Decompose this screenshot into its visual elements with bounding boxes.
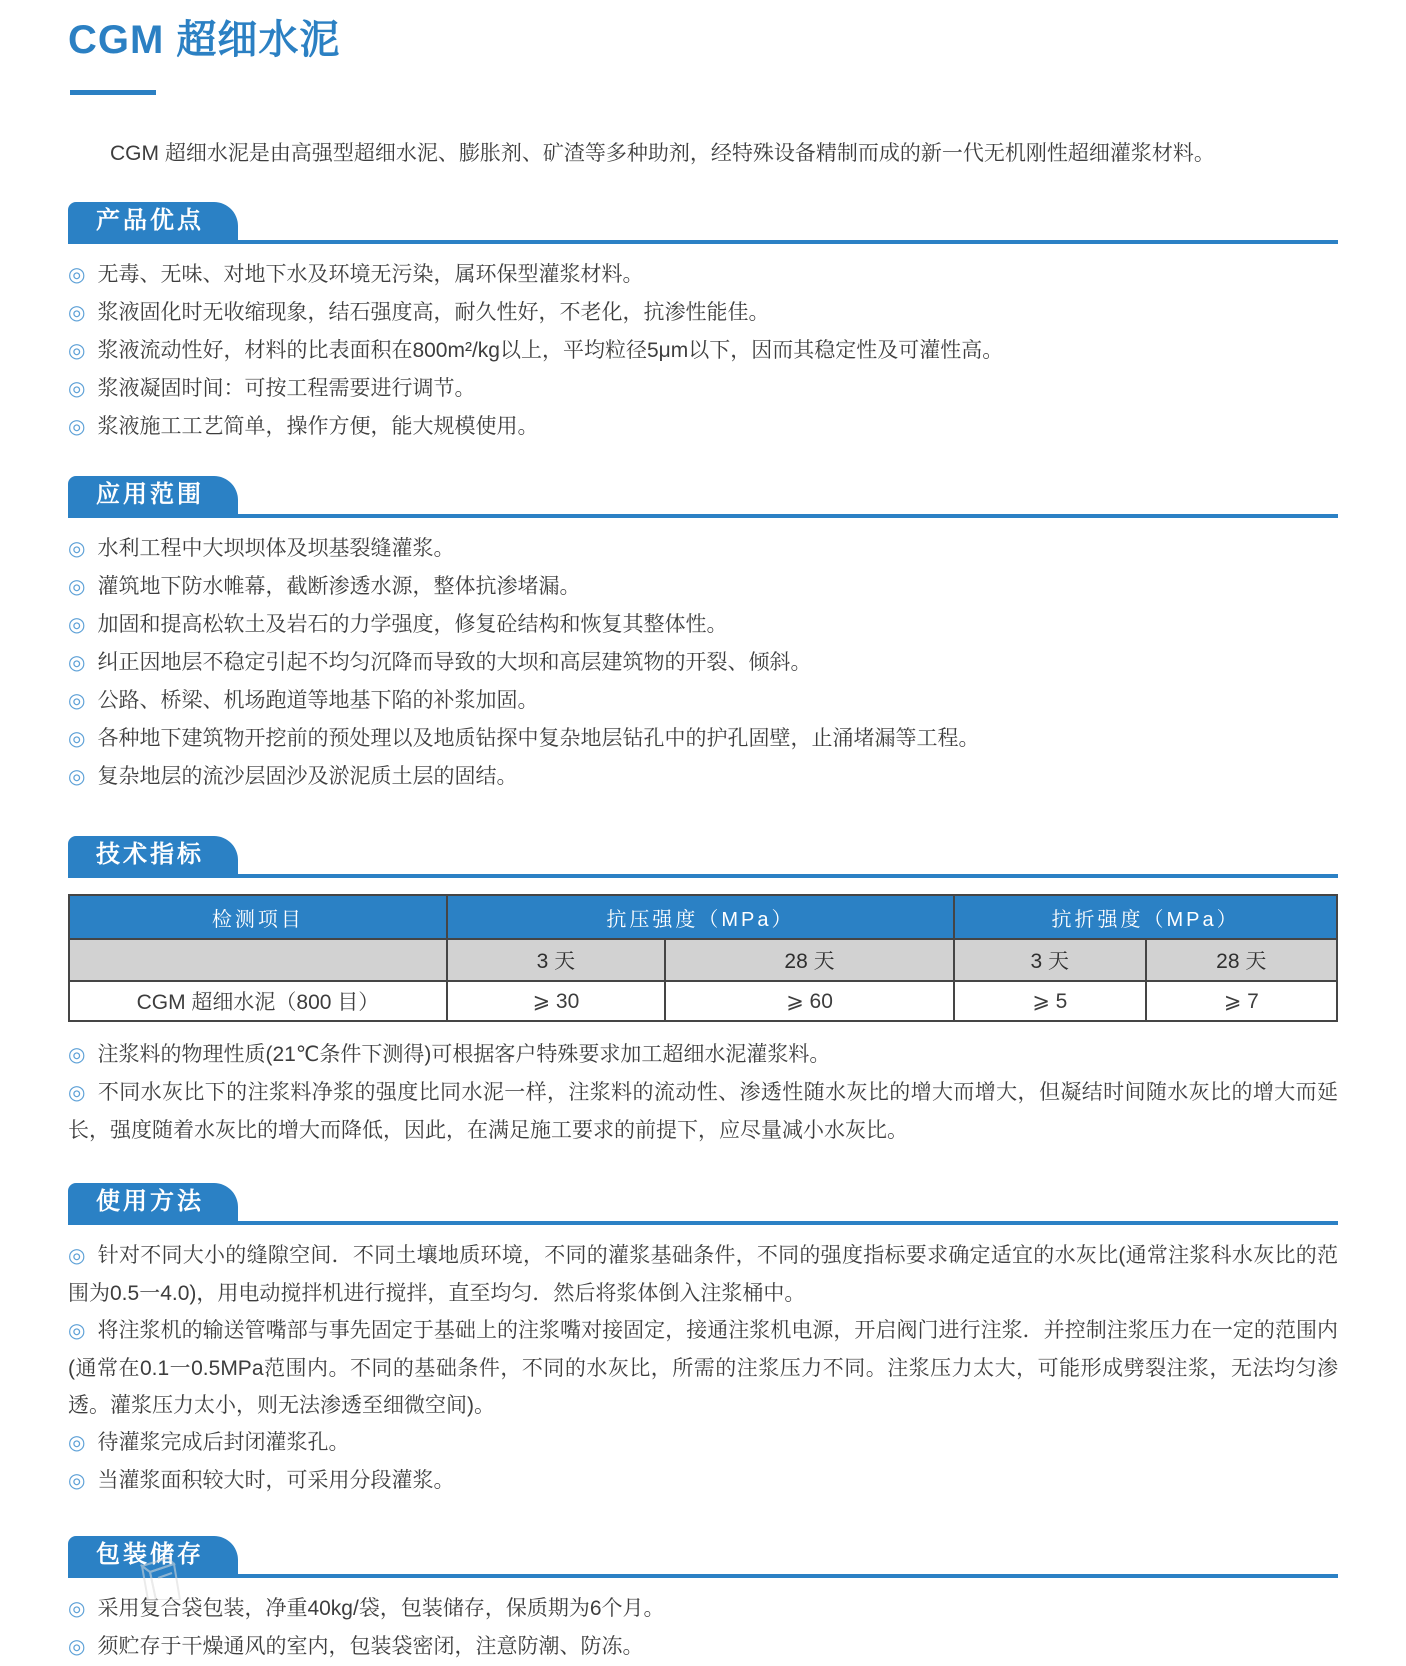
advantages-list [68, 256, 1338, 446]
list-item [68, 1424, 1338, 1462]
list-item [68, 332, 1338, 370]
list-item-text: 采用复合袋包装，净重40kg/袋，包装储存，保质期为6个月。 [97, 1597, 665, 1620]
section-tab [68, 836, 238, 874]
section-tab [68, 476, 238, 514]
subheader-cell: 28 天 [1146, 939, 1338, 981]
list-item-text: 浆液固化时无收缩现象，结石强度高，耐久性好，不老化，抗渗性能佳。 [97, 301, 770, 324]
bullet-icon: ◎ [68, 1245, 86, 1267]
list-item [68, 1036, 1338, 1074]
list-item [68, 1237, 1338, 1312]
list-item-text: 针对不同大小的缝隙空间．不同土壤地质环境，不同的灌浆基础条件，不同的强度指标要求确定适宜的水灰比(通常注浆科水灰比的范围为0.5一4.0)，用电动搅拌机进行搅拌，直至均匀．然后将浆体倒入注浆桶中。 [68, 1244, 1338, 1305]
bullet-icon: ◎ [68, 728, 86, 750]
spec-table [68, 894, 1338, 1022]
list-item-text: 各种地下建筑物开挖前的预处理以及地质钻探中复杂地层钻孔中的护孔固壁，止涌堵漏等工程。 [97, 727, 980, 750]
list-item [68, 758, 1338, 796]
list-item [68, 294, 1338, 332]
list-item [68, 606, 1338, 644]
bullet-icon: ◎ [68, 690, 86, 712]
bullet-icon: ◎ [68, 340, 86, 362]
intro-paragraph: CGM 超细水泥是由高强型超细水泥、膨胀剂、矿渣等多种助剂，经特殊设备精制而成的新一代无机刚性超细灌浆材料。 [110, 142, 1215, 165]
list-item-text: 浆液流动性好，材料的比表面积在800m²/kg以上，平均粒径5μm以下，因而其稳定性及可灌性高。 [97, 339, 1004, 362]
list-item-text: 纠正因地层不稳定引起不均匀沉降而导致的大坝和高层建筑物的开裂、倾斜。 [97, 651, 812, 674]
col-header-item: 检测项目 [69, 895, 447, 939]
subheader-cell: 3 天 [447, 939, 665, 981]
col-header-flexural: 抗折强度（MPa） [954, 895, 1337, 939]
value-cell: ⩾ 7 [1146, 981, 1338, 1021]
list-item [68, 530, 1338, 568]
product-name-cell: CGM 超细水泥（800 目） [69, 981, 447, 1021]
list-item [68, 644, 1338, 682]
specs-notes-list [68, 1036, 1338, 1149]
subheader-cell: 28 天 [665, 939, 954, 981]
section-title: 产品优点 [96, 207, 204, 234]
value-cell: ⩾ 60 [665, 981, 954, 1021]
bullet-icon: ◎ [68, 302, 86, 324]
list-item [68, 568, 1338, 606]
bullet-icon: ◎ [68, 576, 86, 598]
section-tab [68, 1183, 238, 1221]
list-item-text: 不同水灰比下的注浆料净浆的强度比同水泥一样，注浆料的流动性、渗透性随水灰比的增大而增大，但凝结时间随水灰比的增大而延长，强度随着水灰比的增大而降低，因此，在满足施工要求的前提下，应尽量减小水灰比。 [68, 1081, 1338, 1142]
section-header-applications [68, 476, 1338, 518]
list-item-text: 水利工程中大坝坝体及坝基裂缝灌浆。 [97, 537, 455, 560]
section-title: 使用方法 [96, 1188, 204, 1215]
list-item [68, 720, 1338, 758]
list-item-text: 加固和提高松软土及岩石的力学强度，修复砼结构和恢复其整体性。 [97, 613, 728, 636]
bullet-icon: ◎ [68, 264, 86, 286]
list-item-text: 待灌浆完成后封闭灌浆孔。 [97, 1431, 350, 1454]
col-header-compressive: 抗压强度（MPa） [447, 895, 954, 939]
list-item [68, 1628, 1338, 1666]
section-header-advantages [68, 202, 1338, 244]
bullet-icon: ◎ [68, 416, 86, 438]
bullet-icon: ◎ [68, 1598, 86, 1620]
list-item [68, 1462, 1338, 1500]
section-title: 技术指标 [96, 841, 204, 868]
section-tab [68, 202, 238, 240]
bullet-icon: ◎ [68, 378, 86, 400]
list-item [68, 1590, 1338, 1628]
list-item [68, 1312, 1338, 1424]
bullet-icon: ◎ [68, 1636, 86, 1658]
section-title: 应用范围 [96, 481, 204, 508]
bullet-icon: ◎ [68, 652, 86, 674]
bullet-icon: ◎ [68, 614, 86, 636]
subheader-empty-cell [69, 939, 447, 981]
title-divider [70, 90, 156, 95]
list-item [68, 370, 1338, 408]
spec-table-data-row [69, 981, 1337, 1021]
list-item-text: 灌筑地下防水帷幕，截断渗透水源，整体抗渗堵漏。 [97, 575, 581, 598]
spec-table-header-row [69, 895, 1337, 939]
cement-bag-watermark-icon [128, 1556, 188, 1600]
list-item-text: 公路、桥梁、机场跑道等地基下陷的补浆加固。 [97, 689, 539, 712]
list-item [68, 682, 1338, 720]
value-cell: ⩾ 30 [447, 981, 665, 1021]
section-header-storage [68, 1536, 1338, 1578]
list-item [68, 256, 1338, 294]
list-item [68, 1074, 1338, 1149]
section-header-specs [68, 836, 1338, 878]
spec-table-subheader-row [69, 939, 1337, 981]
list-item [68, 408, 1338, 446]
list-item-text: 将注浆机的输送管嘴部与事先固定于基础上的注浆嘴对接固定，接通注浆机电源，开启阀门进行注浆．并控制注浆压力在一定的范围内(通常在0.1一0.5MPa范围内。不同的基础条件，不同的水灰比，所需的注浆压力不同。注浆压力太大，可能形成劈裂注浆，无法均匀渗透。灌浆压力太小，则无法渗透至细微空间)。 [68, 1319, 1338, 1417]
value-cell: ⩾ 5 [954, 981, 1145, 1021]
applications-list [68, 530, 1338, 796]
bullet-icon: ◎ [68, 1432, 86, 1454]
bullet-icon: ◎ [68, 766, 86, 788]
bullet-icon: ◎ [68, 1082, 86, 1104]
list-item-text: 浆液凝固时间：可按工程需要进行调节。 [97, 377, 476, 400]
bullet-icon: ◎ [68, 1044, 86, 1066]
list-item-text: 无毒、无味、对地下水及环境无污染，属环保型灌浆材料。 [97, 263, 644, 286]
bullet-icon: ◎ [68, 538, 86, 560]
section-title: 包装储存 [96, 1541, 204, 1568]
bullet-icon: ◎ [68, 1470, 86, 1492]
list-item-text: 注浆料的物理性质(21℃条件下测得)可根据客户特殊要求加工超细水泥灌浆料。 [97, 1043, 831, 1066]
usage-list [68, 1237, 1338, 1500]
list-item-text: 须贮存于干燥通风的室内，包装袋密闭，注意防潮、防冻。 [97, 1635, 644, 1658]
page-title: CGM 超细水泥 [68, 18, 341, 62]
subheader-cell: 3 天 [954, 939, 1145, 981]
list-item-text: 当灌浆面积较大时，可采用分段灌浆。 [97, 1469, 455, 1492]
section-header-usage [68, 1183, 1338, 1225]
list-item-text: 复杂地层的流沙层固沙及淤泥质土层的固结。 [97, 765, 518, 788]
list-item-text: 浆液施工工艺简单，操作方便，能大规模使用。 [97, 415, 539, 438]
storage-list [68, 1590, 1338, 1666]
bullet-icon: ◎ [68, 1320, 86, 1342]
